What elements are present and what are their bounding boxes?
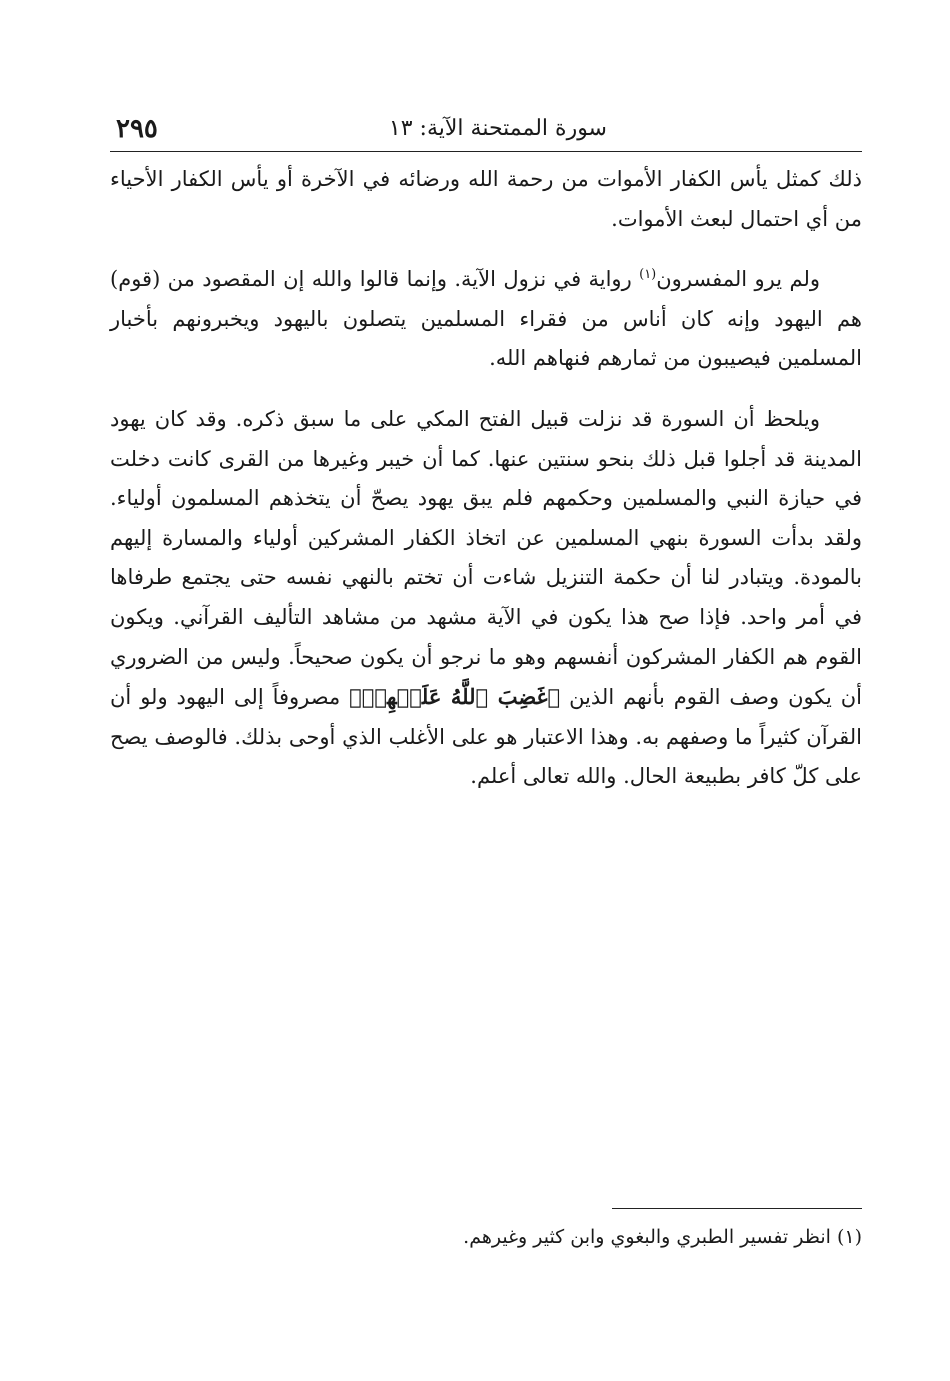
paragraph-2 bbox=[110, 260, 862, 379]
page-number: ٢٩٥ bbox=[116, 114, 158, 144]
footnote-marker: (١) bbox=[639, 267, 657, 283]
footnote: (١) انظر تفسير الطبري والبغوي وابن كثير وغيرهم. bbox=[463, 1226, 862, 1248]
paragraph-2-start: ولم يرو المفسرون bbox=[656, 267, 820, 292]
footnote-rule bbox=[612, 1208, 862, 1209]
running-header bbox=[110, 112, 862, 152]
quran-quote: ﴿غَضِبَ ٱللَّهُ عَلَيۡهِمۡ﴾ bbox=[349, 684, 561, 710]
header-title: سورة الممتحنة الآية: ١٣ bbox=[388, 116, 607, 141]
paragraph-1: ذلك كمثل يأس الكفار الأموات من رحمة الله ورضائه في الآخرة أو يأس الكفار الأحياء من أي احتمال لبعث الأموات. bbox=[110, 167, 862, 231]
main-text bbox=[110, 160, 862, 818]
header-rule bbox=[110, 151, 862, 152]
paragraph-2-rest: رواية في نزول الآية. وإنما قالوا والله إن المقصود من (قوم) هم اليهود وإنه كان أناس من فقراء المسلمين يتصلون باليهود ويخبرونهم بأخبار المسلمين فيصيبون من ثمارهم فنهاهم الله. bbox=[110, 267, 862, 371]
paragraph-3-start: ويلحظ أن السورة قد نزلت قبيل الفتح المكي على ما سبق ذكره. وقد كان يهود المدينة قد أجلوا قبل ذلك بنحو سنتين عنها. كما أن خيبر وغيرها من القرى كانت دخلت في حيازة النبي والمسلمين وحكمهم فلم يبق يهود يصحّ أن يتخذهم المسلمون أولياء. ولقد بدأت السورة بنهي المسلمين عن اتخاذ الكفار المشركين أولياء والمسارة إليهم بالمودة. ويتبادر لنا أن حكمة التنزيل شاءت أن تختم بالنهي نفسه حتى يجتمع طرفاها في أمر واحد. فإذا صح هذا يكون في الآية مشهد من مشاهد التأليف القرآني. ويكون القوم هم الكفار المشركون أنفسهم وهو ما نرجو أن يكون صحيحاً. وليس من الضروري أن يكون وصف القوم بأنهم الذين bbox=[110, 406, 862, 710]
paragraph-3 bbox=[110, 400, 862, 797]
paragraph-3-rest: مصروفاً إلى اليهود ولو أن القرآن كثيراً ما وصفهم به. وهذا الاعتبار هو على الأغلب الذي أوحى بذلك. فالوصف يصح على كلّ كافر بطبيعة الحال. والله تعالى أعلم. bbox=[110, 685, 862, 789]
